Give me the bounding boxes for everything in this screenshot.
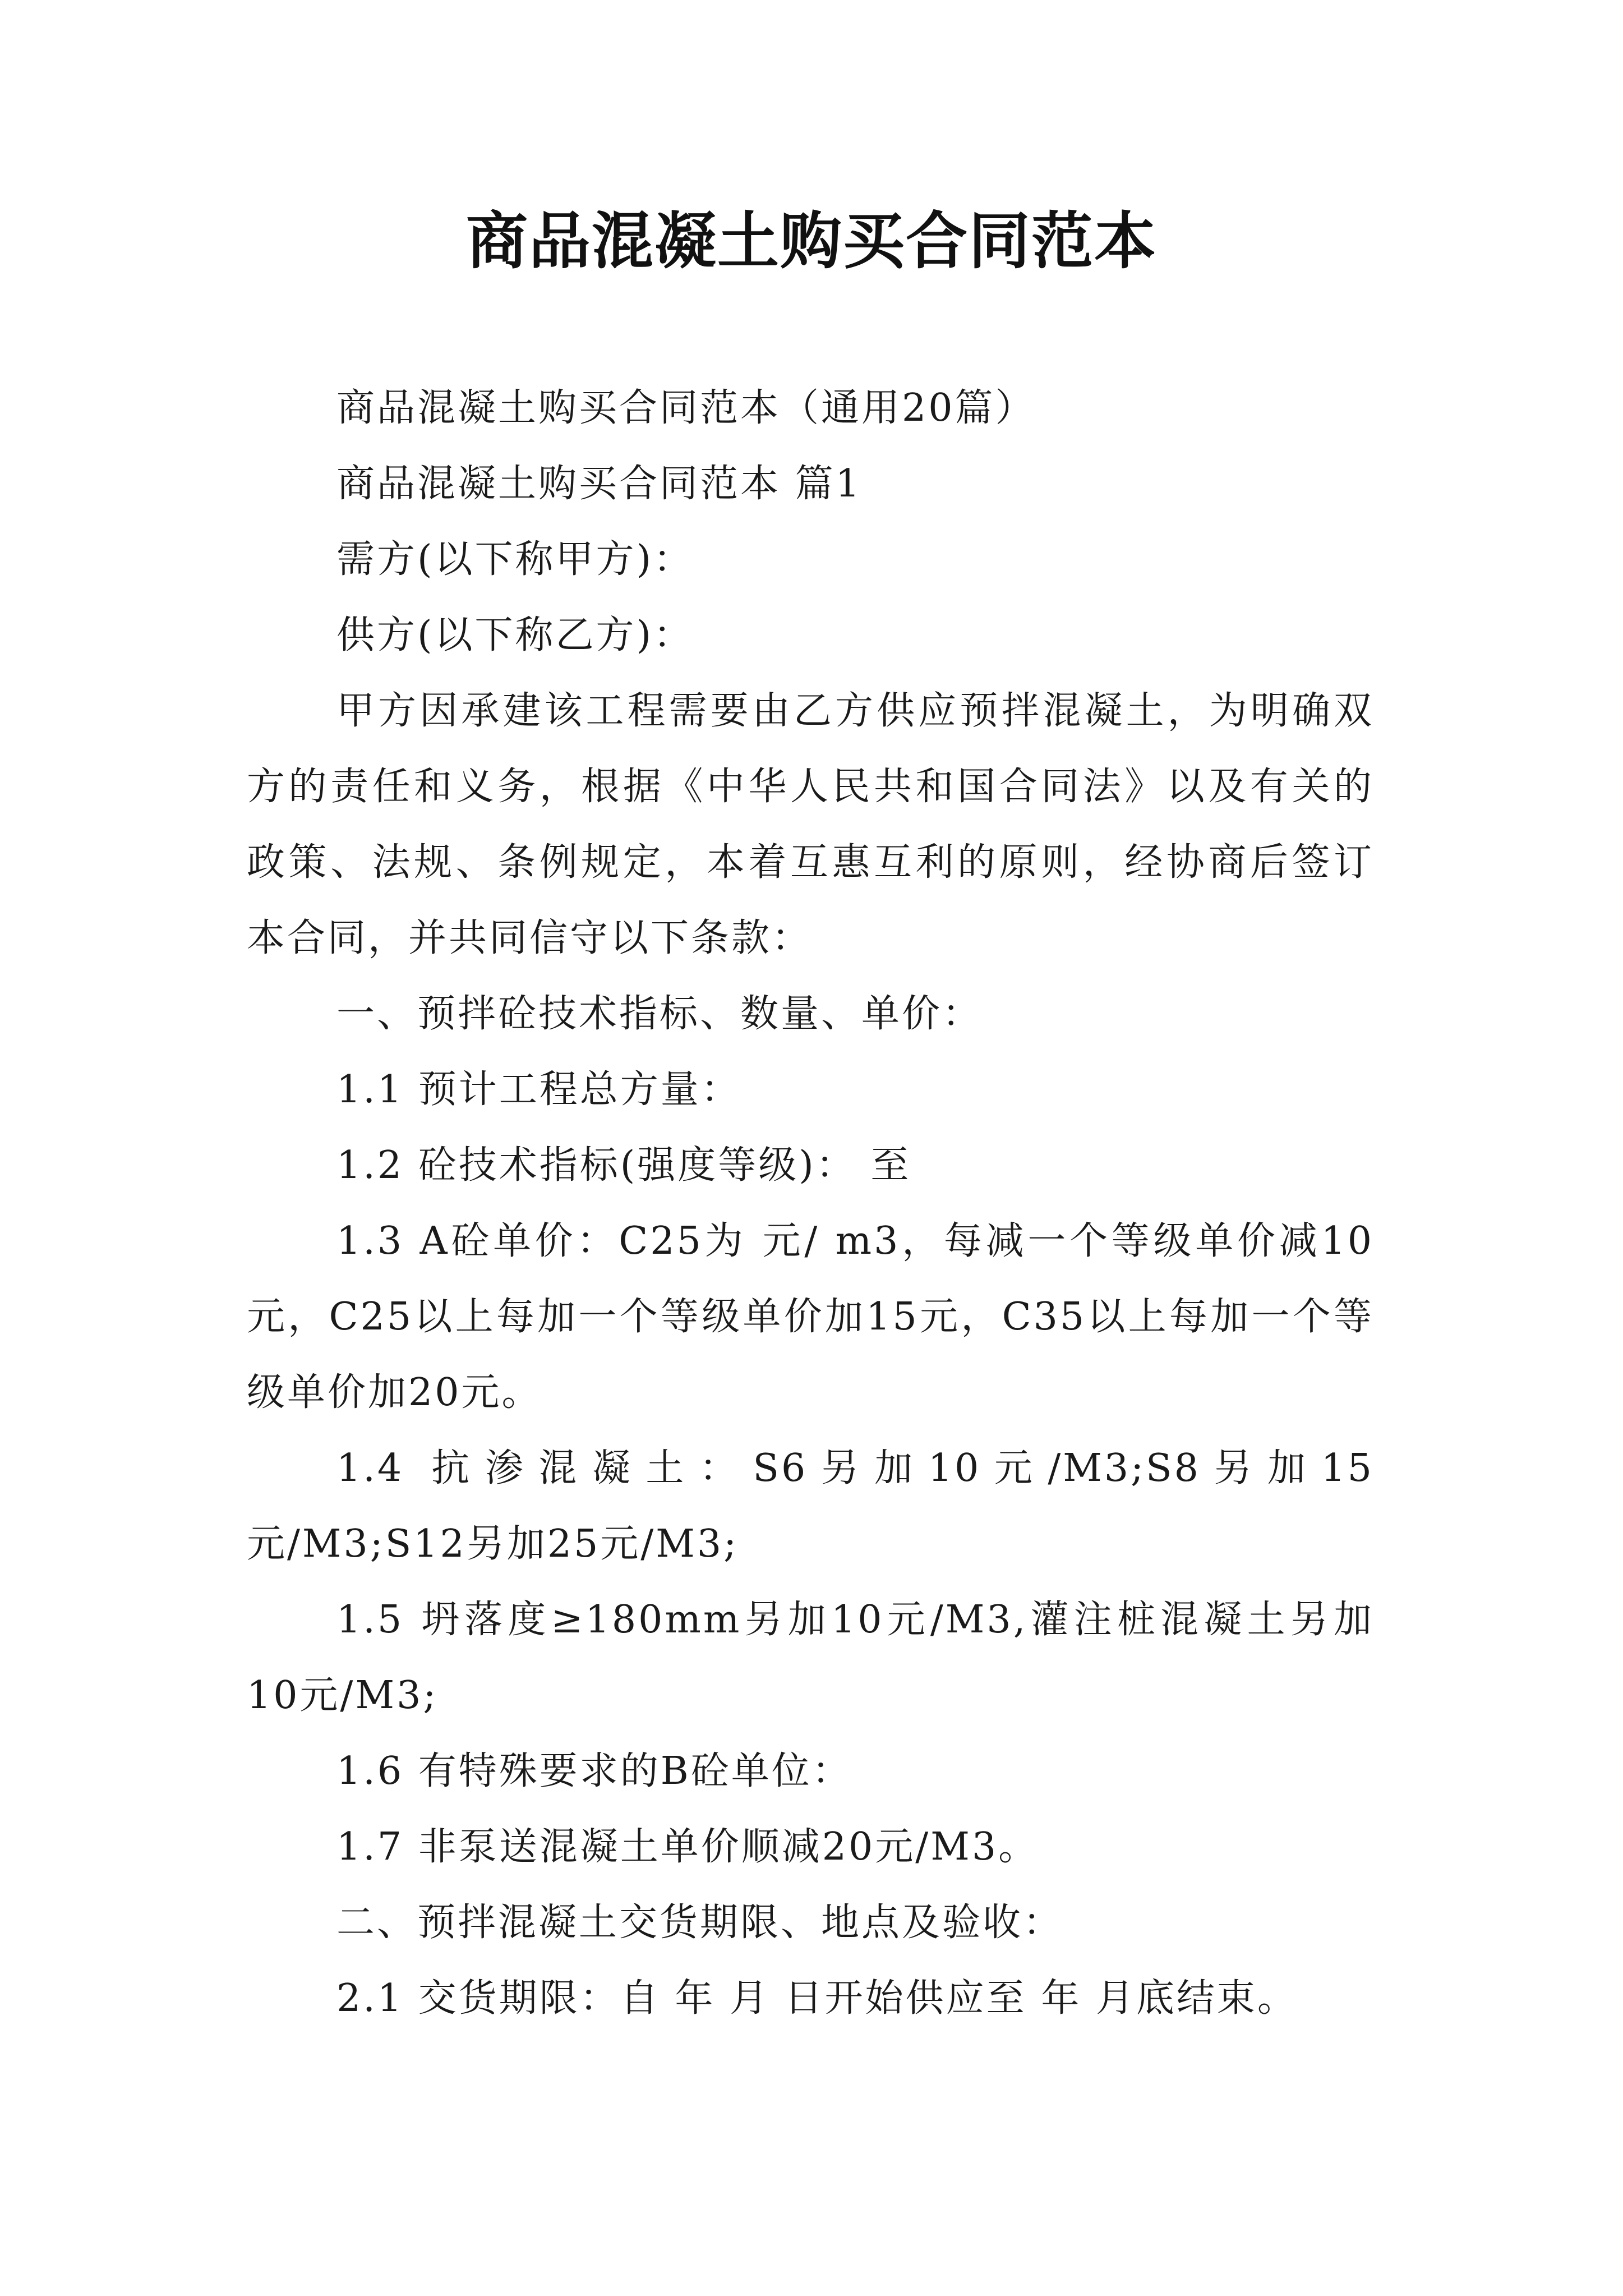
document-body [247, 370, 1374, 2036]
paragraph-clause-1-5: 1.5 坍落度≥180mm另加10元/M3,灌注桩混凝土另加10元/M3; [247, 1598, 1374, 1718]
paragraph-clause-1-4: 1.4 抗渗混凝土：S6另加10元/M3;S8另加15元/M3;S12另加25元/M3; [247, 1446, 1374, 1566]
paragraph-supplier: 供方(以下称乙方)： [336, 613, 694, 657]
paragraph-preamble: 甲方因承建该工程需要由乙方供应预拌混凝土，为明确双方的责任和义务，根据《中华人民共和国合同法》以及有关的政策、法规、条例规定，本着互惠互利的原则，经协商后签订本合同，并共同信守以下条款： [247, 689, 1374, 960]
paragraph-section-heading: 商品混凝土购买合同范本 篇1 [336, 462, 862, 506]
paragraph-clause-1-7: 1.7 非泵送混凝土单价顺减20元/M3。 [336, 1825, 1039, 1869]
paragraph-clause-2-1: 2.1 交货期限：自 年 月 日开始供应至 年 月底结束。 [336, 1976, 1298, 2021]
paragraph-clause-1-1: 1.1 预计工程总方量： [336, 1068, 741, 1112]
paragraph-clause-2: 二、预拌混凝土交货期限、地点及验收： [336, 1901, 1064, 1945]
paragraph-clause-1: 一、预拌砼技术指标、数量、单价： [336, 992, 983, 1036]
paragraph-subtitle: 商品混凝土购买合同范本（通用20篇） [336, 386, 1036, 430]
paragraph-buyer: 需方(以下称甲方)： [336, 537, 694, 582]
paragraph-clause-1-2: 1.2 砼技术指标(强度等级)： 至 [336, 1143, 911, 1188]
document-title: 商品混凝土购买合同范本 [466, 205, 1157, 277]
paragraph-clause-1-3: 1.3 A砼单价：C25为 元/ m3，每减一个等级单价减10元，C25以上每加一个等级单价加15元，C35以上每加一个等级单价加20元。 [247, 1219, 1374, 1415]
paragraph-clause-1-6: 1.6 有特殊要求的B砼单位： [336, 1749, 852, 1793]
